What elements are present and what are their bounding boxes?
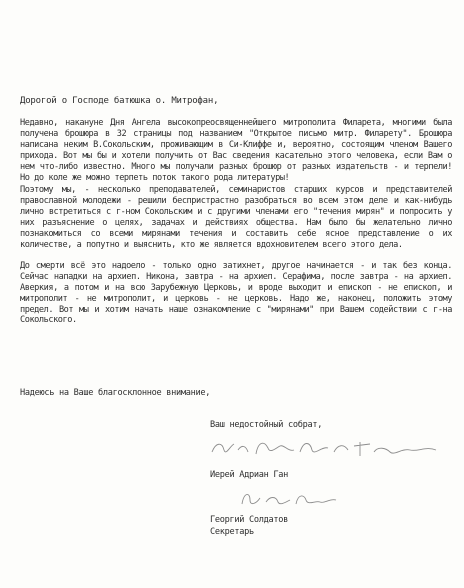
signature-block-1 — [210, 420, 460, 431]
paragraph-3: До смерти всё это надоело - только одно затихнет, другое начинается - и так без конца. Сейчас нападки на архиеп. Никона, завтра - на архиеп. Серафима, после завтра - на архиеп. Аверкия, а потом и на всю Зарубежную Церковь, и вроде выходит и епископ - не епископ, и митрополит - не митрополит, и церковь - не церковь. Надо же, наконец, положить этому предел. Вот мы и хотим начать наше ознакомление с "мирянами" при Вашем содействии с г-на Сокольского. — [20, 260, 452, 326]
handwritten-signature-1 — [210, 434, 450, 462]
letter-greeting: Дорогой о Господе батюшка о. Митрофан, — [20, 96, 219, 106]
signatory-2-role: Секретарь — [210, 527, 254, 537]
letter-sign-off: Надеюсь на Ваше благосклонное внимание, — [20, 388, 211, 398]
closing-phrase: Ваш недостойный собрат, — [210, 420, 323, 430]
handwritten-signature-2 — [236, 488, 346, 510]
paragraph-2: Поэтому мы, - несколько преподавателей, семинаристов старших курсов и представителей православной молодежи - решили беспристрастно разобраться во всем этом деле и как-нибудь лично встретиться с г-ном Сокольским и с другими членами его "течения мирян" и попросить у них разъяснение о целях, задачах и действиях общества. Нам было бы желательно лично познакомиться со всеми мирянами течения и составить себе ясное представление о их количестве, а попутно и выяснить, кто же является вдохновителем всего этого дела. — [20, 185, 452, 250]
paragraph-1: Недавно, накануне Дня Ангела высокопреосвященнейшего митрополита Филарета, многими была получена брошюра в 32 страницы под названием "Открытое письмо митр. Филарету". Брошюра написана неким В.Сокольским, проживающим в Си-Клиффе и, вероятно, состоящим членом Вашего прихода. Вот мы бы и хотели получить от Вас сведения касательно этого человека, если Вам о нем что-либо известно. Много мы получали разных брошюр от разных издательств - и терпели! Но до коле же можно терпеть поток такого рода литературы! — [20, 118, 452, 183]
signatory-2-name: Георгий Солдатов — [210, 515, 288, 525]
signatory-1-name: Иерей Адриан Ган — [210, 470, 288, 480]
letter-body — [20, 118, 452, 336]
